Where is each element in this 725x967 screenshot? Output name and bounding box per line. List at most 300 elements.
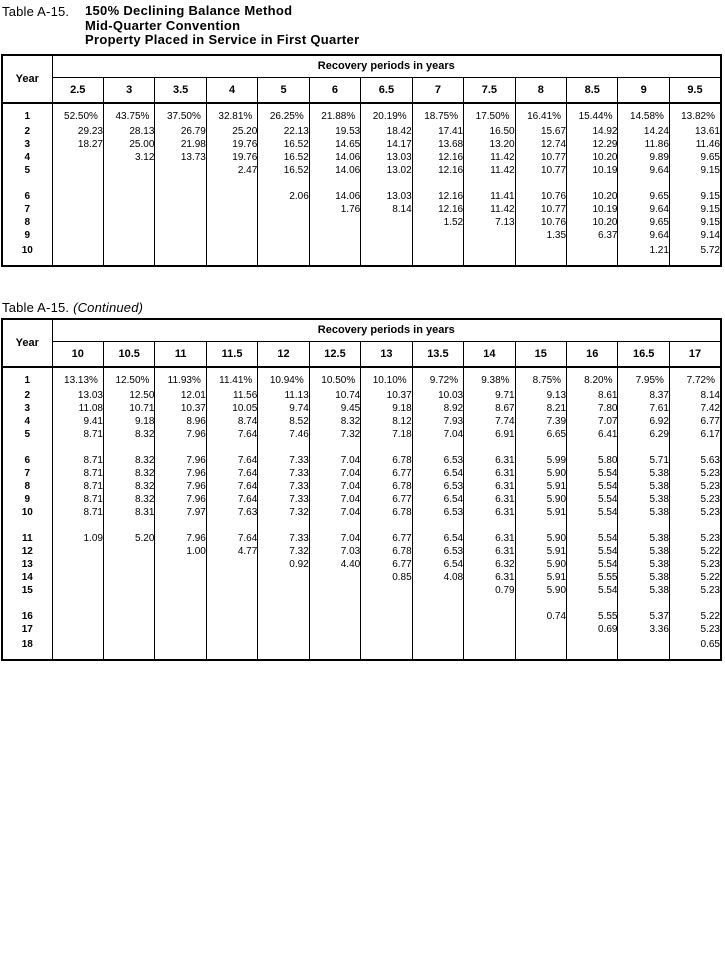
recovery-period-column-header: 10.5	[103, 341, 154, 367]
rate-cell: 8.75%	[515, 367, 566, 389]
rate-cell: 7.95%	[618, 367, 669, 389]
rate-cell: 7.64	[206, 532, 257, 545]
year-cell: 2	[24, 389, 31, 401]
rate-cell	[412, 610, 463, 623]
table-row	[2, 480, 721, 493]
rate-cell: 8.52	[258, 415, 309, 428]
rate-cell: 11.56	[206, 389, 257, 402]
rate-cell	[412, 242, 463, 266]
rate-cell	[155, 164, 206, 177]
rate-cell: 10.19	[567, 164, 618, 177]
rate-cell	[361, 610, 412, 623]
rate-cell: 6.31	[464, 571, 515, 584]
recovery-period-column-header: 11	[155, 341, 206, 367]
recovery-period-column-header: 6.5	[361, 77, 412, 103]
heading-line-convention: Mid-Quarter Convention	[85, 17, 241, 33]
rate-cell	[567, 636, 618, 660]
rate-cell: 8.71	[52, 428, 103, 441]
rate-cell: 6.77	[361, 558, 412, 571]
rate-cell	[103, 558, 154, 571]
rate-cell: 11.93%	[155, 367, 206, 389]
rate-cell: 9.89	[618, 151, 669, 164]
recovery-periods-group-header: Recovery periods in years	[52, 55, 721, 78]
rate-cell: 5.20	[103, 532, 154, 545]
table-row	[2, 610, 721, 623]
rate-cell	[103, 216, 154, 229]
rate-cell: 8.32	[103, 454, 154, 467]
rate-cell: 11.42	[464, 203, 515, 216]
rate-cell: 5.55	[567, 610, 618, 623]
rate-cell: 5.38	[618, 506, 669, 519]
rate-cell: 7.64	[206, 467, 257, 480]
rate-cell	[309, 571, 360, 584]
rate-cell	[206, 242, 257, 266]
rate-cell: 5.91	[515, 571, 566, 584]
rate-cell	[155, 571, 206, 584]
rate-cell	[361, 216, 412, 229]
rate-cell: 6.31	[464, 493, 515, 506]
rate-cell	[515, 623, 566, 636]
rate-cell: 9.64	[618, 203, 669, 216]
rate-cell: 8.96	[155, 415, 206, 428]
rate-cell: 5.91	[515, 506, 566, 519]
rate-cell	[155, 519, 206, 532]
year-cell: 14	[21, 571, 33, 583]
rate-cell: 5.99	[515, 454, 566, 467]
rate-cell	[618, 636, 669, 660]
year-cell: 9	[24, 493, 31, 505]
rate-cell: 0.79	[464, 584, 515, 597]
rate-cell: 9.64	[618, 164, 669, 177]
rate-cell	[258, 636, 309, 660]
rate-cell	[206, 229, 257, 242]
rate-cell: 11.86	[618, 138, 669, 151]
rate-cell: 13.02	[361, 164, 412, 177]
rate-cell	[155, 190, 206, 203]
rate-cell: 7.61	[618, 402, 669, 415]
rate-cell: 7.64	[206, 428, 257, 441]
rate-cell	[464, 441, 515, 454]
rate-cell	[258, 571, 309, 584]
rate-cell	[412, 636, 463, 660]
rate-cell	[206, 610, 257, 623]
rate-cell: 22.13	[258, 125, 309, 138]
rate-cell	[103, 571, 154, 584]
rate-cell: 8.71	[52, 480, 103, 493]
rate-cell: 5.90	[515, 467, 566, 480]
rate-cell	[464, 519, 515, 532]
rate-cell	[361, 597, 412, 610]
table-row	[2, 389, 721, 402]
rate-cell: 5.38	[618, 493, 669, 506]
rate-cell: 26.79	[155, 125, 206, 138]
rate-cell: 5.54	[567, 493, 618, 506]
rate-cell: 8.74	[206, 415, 257, 428]
table-row	[2, 454, 721, 467]
rate-cell: 6.31	[464, 545, 515, 558]
rate-cell: 9.13	[515, 389, 566, 402]
recovery-period-column-header: 8	[515, 77, 566, 103]
rate-cell: 7.04	[309, 493, 360, 506]
year-cell: 6	[24, 190, 31, 202]
rate-cell: 21.88%	[309, 103, 360, 125]
rate-cell	[258, 519, 309, 532]
table2-label: Table A-15.	[2, 299, 70, 315]
rate-cell: 8.14	[669, 389, 721, 402]
rate-cell: 5.54	[567, 480, 618, 493]
rate-cell: 8.61	[567, 389, 618, 402]
rate-cell	[309, 584, 360, 597]
rate-cell	[52, 190, 103, 203]
rate-cell	[309, 519, 360, 532]
table1-label: Table A-15.	[2, 4, 70, 19]
rate-cell: 6.54	[412, 532, 463, 545]
rate-cell: 6.37	[567, 229, 618, 242]
recovery-period-column-header: 11.5	[206, 341, 257, 367]
rate-cell: 10.03	[412, 389, 463, 402]
recovery-period-column-header: 16.5	[618, 341, 669, 367]
rate-cell: 8.71	[52, 454, 103, 467]
rate-cell: 8.67	[464, 402, 515, 415]
rate-cell: 7.64	[206, 480, 257, 493]
rate-cell: 10.50%	[309, 367, 360, 389]
rate-cell: 5.23	[669, 623, 721, 636]
rate-cell	[515, 441, 566, 454]
rate-cell: 7.97	[155, 506, 206, 519]
rate-cell: 5.23	[669, 493, 721, 506]
rate-cell: 9.18	[361, 402, 412, 415]
rate-cell: 6.31	[464, 532, 515, 545]
rate-cell	[155, 623, 206, 636]
rate-cell: 6.78	[361, 506, 412, 519]
rate-cell: 5.22	[669, 610, 721, 623]
rate-cell: 7.32	[309, 428, 360, 441]
recovery-period-column-header: 4	[206, 77, 257, 103]
rate-cell	[669, 441, 721, 454]
rate-cell: 19.53	[309, 125, 360, 138]
rate-cell	[206, 597, 257, 610]
rate-cell	[52, 636, 103, 660]
rate-cell	[103, 441, 154, 454]
rate-cell: 10.77	[515, 151, 566, 164]
rate-cell: 5.55	[567, 571, 618, 584]
rate-cell: 1.35	[515, 229, 566, 242]
rate-cell	[309, 216, 360, 229]
rate-cell	[103, 623, 154, 636]
rate-cell: 9.45	[309, 402, 360, 415]
rate-cell	[515, 177, 566, 190]
rate-cell: 0.92	[258, 558, 309, 571]
year-cell: 10	[21, 506, 33, 518]
rate-cell	[412, 177, 463, 190]
table1-caption	[2, 4, 725, 48]
rate-cell: 1.76	[309, 203, 360, 216]
table-row	[2, 506, 721, 519]
rate-cell: 10.74	[309, 389, 360, 402]
rate-cell: 1.52	[412, 216, 463, 229]
rate-cell: 5.23	[669, 506, 721, 519]
recovery-period-column-header: 9	[618, 77, 669, 103]
year-cell: 3	[24, 138, 31, 150]
rate-cell: 9.64	[618, 229, 669, 242]
rate-cell: 29.23	[52, 125, 103, 138]
rate-cell	[669, 177, 721, 190]
rate-cell: 1.21	[618, 242, 669, 266]
rate-cell: 8.32	[309, 415, 360, 428]
rate-cell: 7.33	[258, 454, 309, 467]
year-cell: 15	[21, 584, 33, 596]
rate-cell	[52, 164, 103, 177]
rate-cell	[309, 441, 360, 454]
rate-cell: 6.41	[567, 428, 618, 441]
rate-cell	[52, 610, 103, 623]
rate-cell	[309, 636, 360, 660]
rate-cell: 5.91	[515, 545, 566, 558]
table-row	[2, 151, 721, 164]
rate-cell: 7.74	[464, 415, 515, 428]
rate-cell: 7.39	[515, 415, 566, 428]
rate-cell: 18.75%	[412, 103, 463, 125]
rate-cell: 10.20	[567, 216, 618, 229]
rate-cell: 6.29	[618, 428, 669, 441]
rate-cell: 8.92	[412, 402, 463, 415]
rate-cell: 5.37	[618, 610, 669, 623]
year-column-header: Year	[2, 319, 52, 367]
table1-heading	[85, 4, 359, 48]
rate-cell: 10.10%	[361, 367, 412, 389]
rate-cell: 4.77	[206, 545, 257, 558]
year-cell: 10	[21, 245, 33, 256]
rate-cell: 6.31	[464, 454, 515, 467]
rate-cell: 8.21	[515, 402, 566, 415]
rate-cell: 16.52	[258, 151, 309, 164]
rate-cell: 6.65	[515, 428, 566, 441]
rate-cell	[103, 610, 154, 623]
rate-cell: 52.50%	[52, 103, 103, 125]
rate-cell	[464, 610, 515, 623]
depreciation-table-first	[1, 54, 722, 267]
rate-cell: 10.20	[567, 190, 618, 203]
rate-cell: 7.96	[155, 428, 206, 441]
rate-cell: 17.50%	[464, 103, 515, 125]
rate-cell	[515, 242, 566, 266]
rate-cell	[52, 177, 103, 190]
rate-cell: 1.09	[52, 532, 103, 545]
rate-cell	[206, 558, 257, 571]
rate-cell	[618, 441, 669, 454]
rate-cell	[258, 177, 309, 190]
rate-cell: 7.96	[155, 532, 206, 545]
rate-cell: 14.65	[309, 138, 360, 151]
rate-cell	[155, 636, 206, 660]
rate-cell: 21.98	[155, 138, 206, 151]
year-cell: 1	[24, 110, 31, 122]
rate-cell: 10.05	[206, 402, 257, 415]
rate-cell: 5.54	[567, 584, 618, 597]
rate-cell: 6.78	[361, 454, 412, 467]
table-row	[2, 402, 721, 415]
rate-cell	[618, 177, 669, 190]
rate-cell: 1.00	[155, 545, 206, 558]
year-cell	[2, 441, 52, 454]
rate-cell: 9.15	[669, 164, 721, 177]
rate-cell	[103, 519, 154, 532]
table-row	[2, 138, 721, 151]
rate-cell	[103, 203, 154, 216]
rate-cell: 6.17	[669, 428, 721, 441]
year-cell	[2, 177, 52, 190]
rate-cell: 5.38	[618, 571, 669, 584]
rate-cell	[464, 623, 515, 636]
rate-cell: 5.38	[618, 532, 669, 545]
rate-cell	[361, 177, 412, 190]
rate-cell	[412, 229, 463, 242]
rate-cell: 12.29	[567, 138, 618, 151]
rate-cell	[361, 519, 412, 532]
rate-cell	[515, 636, 566, 660]
year-cell: 8	[24, 480, 31, 492]
rate-cell: 9.74	[258, 402, 309, 415]
rate-cell	[155, 229, 206, 242]
rate-cell: 7.33	[258, 532, 309, 545]
rate-cell: 7.04	[309, 480, 360, 493]
year-cell: 4	[24, 415, 31, 427]
rate-cell: 7.64	[206, 454, 257, 467]
rate-cell: 6.53	[412, 545, 463, 558]
rate-cell: 8.12	[361, 415, 412, 428]
rate-cell	[206, 216, 257, 229]
rate-cell: 7.33	[258, 480, 309, 493]
rate-cell: 6.54	[412, 493, 463, 506]
rate-cell: 9.14	[669, 229, 721, 242]
table-row	[2, 493, 721, 506]
rate-cell: 11.41	[464, 190, 515, 203]
recovery-period-column-header: 9.5	[669, 77, 721, 103]
rate-cell	[669, 519, 721, 532]
rate-cell	[309, 229, 360, 242]
rate-cell: 13.03	[361, 151, 412, 164]
rate-cell	[464, 177, 515, 190]
rate-cell: 7.04	[412, 428, 463, 441]
table-row	[2, 623, 721, 636]
year-cell	[2, 519, 52, 532]
rate-cell	[155, 597, 206, 610]
rate-cell: 18.42	[361, 125, 412, 138]
rate-cell: 7.64	[206, 493, 257, 506]
rate-cell: 8.71	[52, 493, 103, 506]
rate-cell: 0.65	[669, 636, 721, 660]
year-cell	[2, 597, 52, 610]
rate-cell: 12.74	[515, 138, 566, 151]
rate-cell: 5.90	[515, 493, 566, 506]
rate-cell: 8.32	[103, 467, 154, 480]
rate-cell	[567, 242, 618, 266]
rate-cell: 12.16	[412, 203, 463, 216]
recovery-period-column-header: 13	[361, 341, 412, 367]
table-row	[2, 467, 721, 480]
rate-cell: 13.82%	[669, 103, 721, 125]
year-cell: 3	[24, 402, 31, 414]
rate-cell	[52, 203, 103, 216]
rate-cell: 5.54	[567, 467, 618, 480]
rate-cell	[412, 623, 463, 636]
recovery-period-column-header: 10	[52, 341, 103, 367]
rate-cell: 7.13	[464, 216, 515, 229]
rate-cell: 2.06	[258, 190, 309, 203]
rate-cell: 10.94%	[258, 367, 309, 389]
rate-cell: 5.22	[669, 571, 721, 584]
rate-cell: 5.54	[567, 558, 618, 571]
rate-cell: 7.03	[309, 545, 360, 558]
rate-cell: 6.53	[412, 454, 463, 467]
rate-cell: 9.15	[669, 216, 721, 229]
rate-cell	[258, 597, 309, 610]
rate-cell	[52, 571, 103, 584]
rate-cell: 12.16	[412, 164, 463, 177]
rate-cell: 7.07	[567, 415, 618, 428]
rate-cell	[52, 519, 103, 532]
spacer-row	[2, 519, 721, 532]
rate-cell: 14.24	[618, 125, 669, 138]
rate-cell: 7.32	[258, 506, 309, 519]
rate-cell	[52, 623, 103, 636]
heading-line-method: 150% Declining Balance Method	[85, 3, 293, 18]
table-row	[2, 164, 721, 177]
rate-cell	[567, 177, 618, 190]
rate-cell: 7.63	[206, 506, 257, 519]
rate-cell: 5.90	[515, 584, 566, 597]
rate-cell	[206, 441, 257, 454]
recovery-period-column-header: 2.5	[52, 77, 103, 103]
rate-cell: 6.53	[412, 480, 463, 493]
rate-cell	[52, 242, 103, 266]
rate-cell: 13.03	[52, 389, 103, 402]
rate-cell: 6.32	[464, 558, 515, 571]
rate-cell: 0.85	[361, 571, 412, 584]
rate-cell	[103, 597, 154, 610]
rate-cell	[103, 164, 154, 177]
depreciation-table-continued	[1, 318, 722, 661]
recovery-period-column-header: 5	[258, 77, 309, 103]
table-row	[2, 216, 721, 229]
recovery-period-column-header: 15	[515, 341, 566, 367]
rate-cell: 7.04	[309, 506, 360, 519]
table-row	[2, 545, 721, 558]
table-row	[2, 636, 721, 660]
rate-cell: 13.68	[412, 138, 463, 151]
rate-cell: 6.77	[361, 493, 412, 506]
rate-cell	[206, 623, 257, 636]
rate-cell: 12.16	[412, 190, 463, 203]
rate-cell	[52, 229, 103, 242]
rate-cell	[206, 177, 257, 190]
year-cell: 4	[24, 151, 31, 163]
rate-cell: 7.04	[309, 454, 360, 467]
rate-cell	[52, 216, 103, 229]
rate-cell	[103, 177, 154, 190]
rate-cell: 5.54	[567, 506, 618, 519]
rate-cell: 6.92	[618, 415, 669, 428]
rate-cell: 6.54	[412, 467, 463, 480]
rate-cell	[103, 636, 154, 660]
rate-cell: 7.96	[155, 493, 206, 506]
rate-cell: 5.38	[618, 480, 669, 493]
year-cell: 5	[24, 164, 31, 176]
rate-cell	[52, 151, 103, 164]
rate-cell: 3.36	[618, 623, 669, 636]
rate-cell: 5.72	[669, 242, 721, 266]
rate-cell: 6.78	[361, 480, 412, 493]
